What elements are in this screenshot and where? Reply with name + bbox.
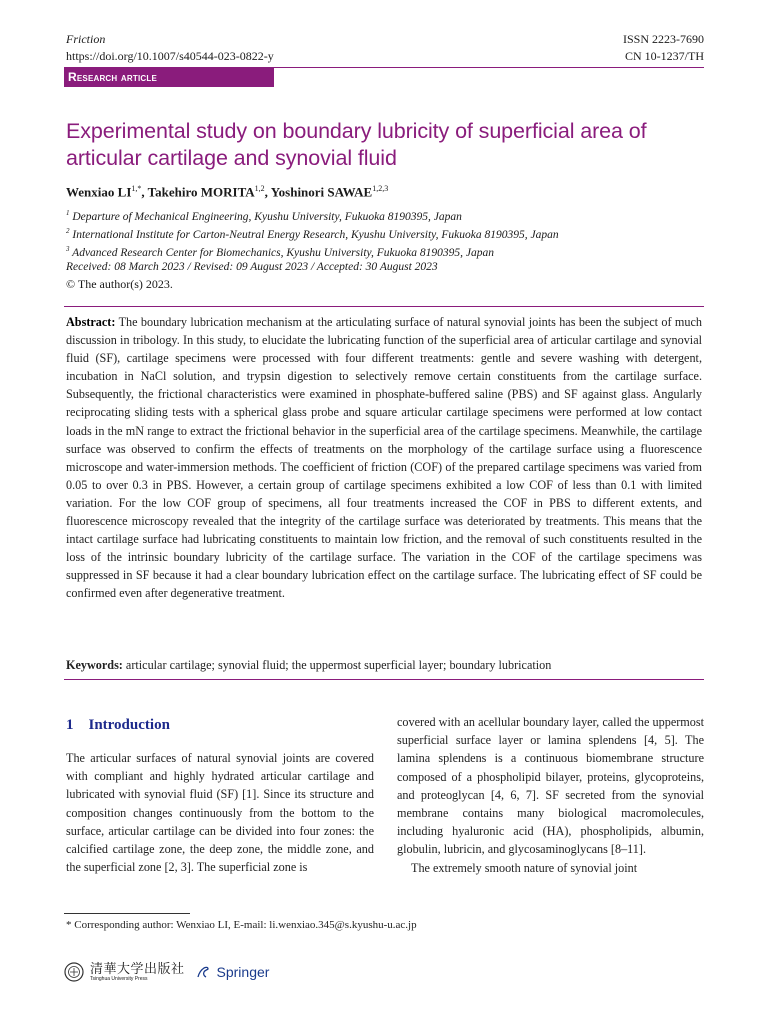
right-column [397, 713, 704, 877]
abstract [66, 313, 702, 603]
author-name: Takehiro MORITA [147, 184, 255, 200]
paper-title [66, 118, 716, 172]
abstract-label: Abstract: [66, 315, 116, 329]
author-list [66, 184, 388, 200]
copyright: © The author(s) 2023. [66, 277, 173, 291]
author-sup: 1,2,3 [372, 184, 389, 193]
section-heading [66, 717, 170, 734]
section-title: Introduction [88, 717, 170, 733]
aff-sup: 2 [66, 227, 70, 235]
keywords-rule-bottom [64, 679, 704, 680]
aff-text: Advanced Research Center for Biomechanics, Kyushu University, Fukuoka 8190395, Japan [72, 246, 494, 259]
aff-sup: 1 [66, 209, 70, 217]
affiliation-1 [66, 205, 462, 225]
abstract-rule-top [64, 306, 704, 307]
affiliation-2 [66, 223, 559, 243]
dates: Received: 08 March 2023 / Revised: 09 August 2023 / Accepted: 30 August 2023 [66, 261, 438, 273]
journal-name: Friction [66, 32, 106, 46]
footnote-rule [64, 913, 190, 914]
keywords-text: articular cartilage; synovial fluid; the uppermost superficial layer; boundary lubrication [125, 658, 552, 672]
author-name: Yoshinori SAWAE [270, 184, 373, 200]
keywords [66, 656, 706, 674]
tsinghua-seal-icon [64, 962, 84, 982]
springer-horse-icon [195, 964, 211, 980]
article-type-badge: Research article [64, 67, 274, 87]
affiliation-3 [66, 241, 494, 261]
author-sep: , [141, 184, 148, 200]
keywords-label: Keywords: [66, 658, 123, 672]
issn: ISSN 2223-7690 [622, 32, 704, 46]
left-column-text: The articular surfaces of natural synovial joints are covered with compliant and highly hydrated articular cartilage and lubricated with synovial fluid (SF) [1]. Since its structure and composition changes continuously from the bottom to the surface, articular cartilage can be divided into four zones: the calcified cartilage zone, the deep zone, the middle zone, and the superficial zone [2, 3]. The superficial zone is [66, 751, 374, 875]
title-line-1: Experimental study on boundary lubricity of superficial area of [66, 119, 647, 143]
doi-link[interactable]: https://doi.org/10.1007/s40544-023-0822-y [66, 49, 274, 63]
publisher-name-en: Tsinghua University Press [90, 975, 148, 982]
abstract-text: The boundary lubrication mechanism at the articulating surface of natural synovial joints has been the subject of much discussion in tribology. In this study, to elucidate the lubricating function of the superficial area of articular cartilage and synovial fluid (SF), cartilage specimens were processed with four different treatments: gentle and severe washing with detergent, incubation in NaCl solution, and trypsin digestion to selectively remove certain constituents from the cartilage surface. Subsequently, the frictional characteristics were examined in phosphate-buffered saline (PBS) and SF against glass. Angularly reciprocating sliding tests with a spherical glass probe and square articular cartilage specimens were performed at low contact loads in the mN range to extract the frictional behavior in the superficial area of the cartilage specimens. Meanwhile, the cartilage surface was observed to confirm the effects of treatments on the morphology of the cartilage surface using a fluorescence microscope and water-immersion methods. The coefficient of friction (COF) of the prepared cartilage specimens was varied from 0.05 to over 0.3 in PBS. However, a certain group of cartilage specimens exhibited a low COF of less than 0.1 with limited variation. For the low COF group of specimens, all four treatments increased the COF in PBS to different extents, and fluorescence microscopy revealed that the integrity of the cartilage surface was deteriorated by treatments. This means that the intact cartilage surface had lubricating constituents to maintain low friction, and the removal of such constituents resulted in the loss of the intrinsic boundary lubricity of the cartilage surface. The variation in the COF of the cartilage specimens was suppressed in SF because it had a clear boundary lubrication effect on the cartilage surface. The lubricating effect of SF could be confirmed even after degenerative treatment. [66, 315, 703, 601]
author-sup: 1,* [131, 184, 142, 193]
author-name: Wenxiao LI [66, 184, 132, 200]
right-column-para-2: The extremely smooth nature of synovial joint [411, 860, 638, 875]
publisher-logos [64, 960, 269, 984]
right-column-para-1: covered with an acellular boundary layer, called the uppermost superficial surface layer or lamina splendens [4, 5]. The lamina splendens is a continuous biomembrane structure composed of a phospholipid bilayer, proteins, glycoproteins, and proteoglycan [4, 6, 7]. SF secreted from the synovial membrane contains many biological macromolecules, including hyaluronic acid (HA), phospholipids, albumin, globulin, lubricin, and glycosaminoglycans [8–11]. [397, 715, 704, 857]
title-line-2: articular cartilage and synovial fluid [66, 146, 397, 170]
section-number: 1 [66, 717, 74, 733]
footnote[interactable]: * Corresponding author: Wenxiao LI, E-mail: li.wenxiao.345@s.kyushu-u.ac.jp [66, 919, 417, 931]
author-sep: , [264, 184, 271, 200]
aff-text: International Institute for Carton-Neutral Energy Research, Kyushu University, Fukuoka 8190395, Japan [72, 228, 559, 241]
tsinghua-press-logo [90, 963, 185, 982]
springer-logo-text: Springer [216, 964, 270, 980]
aff-text: Departure of Mechanical Engineering, Kyushu University, Fukuoka 8190395, Japan [72, 210, 462, 223]
publisher-name-cn: 清華大学出版社 [90, 961, 185, 977]
aff-sup: 3 [66, 245, 70, 253]
author-sup: 1,2 [254, 184, 265, 193]
cn-number: CN 10-1237/TH [625, 49, 704, 63]
